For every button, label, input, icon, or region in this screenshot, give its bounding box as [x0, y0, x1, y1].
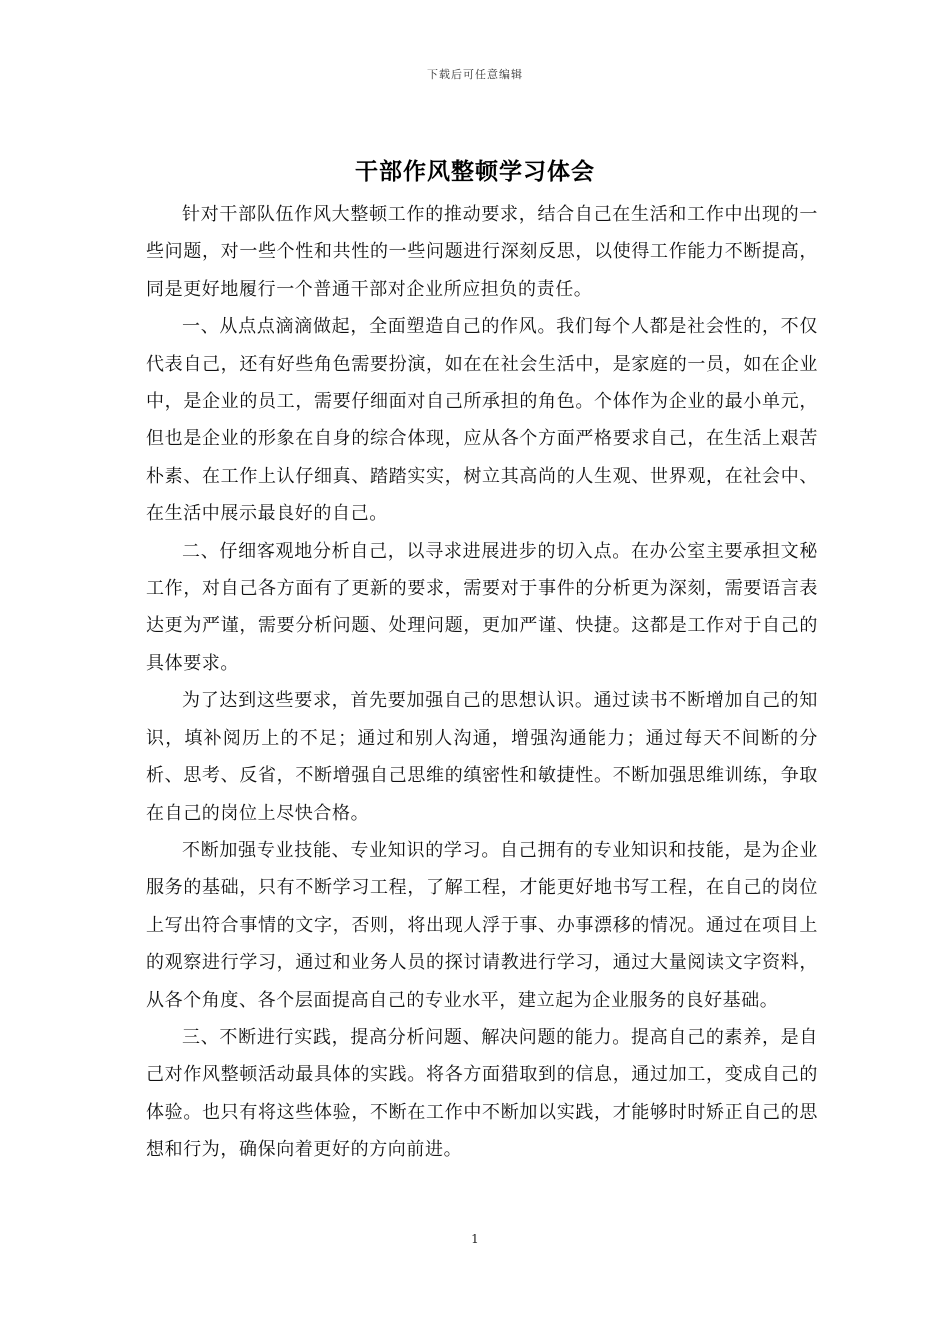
- paragraph-intro: 针对干部队伍作风大整顿工作的推动要求，结合自己在生活和工作中出现的一些问题，对一些个性和共性的一些问题进行深刻反思，以使得工作能力不断提高，同是更好地履行一个普通干部对企业所应担负的责任。: [146, 204, 818, 300]
- paragraph-section-one: 一、从点点滴滴做起，全面塑造自己的作风。我们每个人都是社会性的，不仅代表自己，还有好些角色需要扮演，如在在社会生活中，是家庭的一员，如在企业中，是企业的员工，需要仔细面对自己所承担的角色。个体作为企业的最小单元，但也是企业的形象在自身的综合体现，应从各个方面严格要求自己，在生活上艰苦朴素、在工作上认仔细真、踏踏实实，树立其高尚的人生观、世界观，在社会中、在生活中展示最良好的自己。: [146, 316, 818, 525]
- page-number: 1: [471, 1232, 479, 1246]
- header-note: 下载后可任意编辑: [427, 68, 523, 81]
- paragraph-section-two: 二、仔细客观地分析自己，以寻求进展进步的切入点。在办公室主要承担文秘工作，对自己各方面有了更新的要求，需要对于事件的分析更为深刻，需要语言表达更为严谨，需要分析问题、处理问题，更加严谨、快捷。这都是工作对于自己的具体要求。: [146, 540, 818, 674]
- paragraph-section-three: 三、不断进行实践，提高分析问题、解决问题的能力。提高自己的素养，是自己对作风整顿活动最具体的实践。将各方面猎取到的信息，通过加工，变成自己的体验。也只有将这些体验，不断在工作中不断加以实践，才能够时时矫正自己的思想和行为，确保向着更好的方向前进。: [146, 1026, 818, 1161]
- document-body: [146, 196, 818, 1169]
- document-title: 干部作风整顿学习体会: [355, 158, 595, 185]
- paragraph-professional-skills: 不断加强专业技能、专业知识的学习。自己拥有的专业知识和技能，是为企业服务的基础，只有不断学习工程，了解工程，才能更好地书写工程，在自己的岗位上写出符合事情的文字，否则，将出现人浮于事、办事漂移的情况。通过在项目上的观察进行学习，通过和业务人员的探讨请教进行学习，通过大量阅读文字资料，从各个角度、各个层面提高自己的专业水平，建立起为企业服务的良好基础。: [146, 839, 818, 1011]
- paragraph-thinking: 为了达到这些要求，首先要加强自己的思想认识。通过读书不断增加自己的知识，填补阅历上的不足；通过和别人沟通，增强沟通能力；通过每天不间断的分析、思考、反省，不断增强自己思维的缜密性和敏捷性。不断加强思维训练，争取在自己的岗位上尽快合格。: [146, 690, 818, 824]
